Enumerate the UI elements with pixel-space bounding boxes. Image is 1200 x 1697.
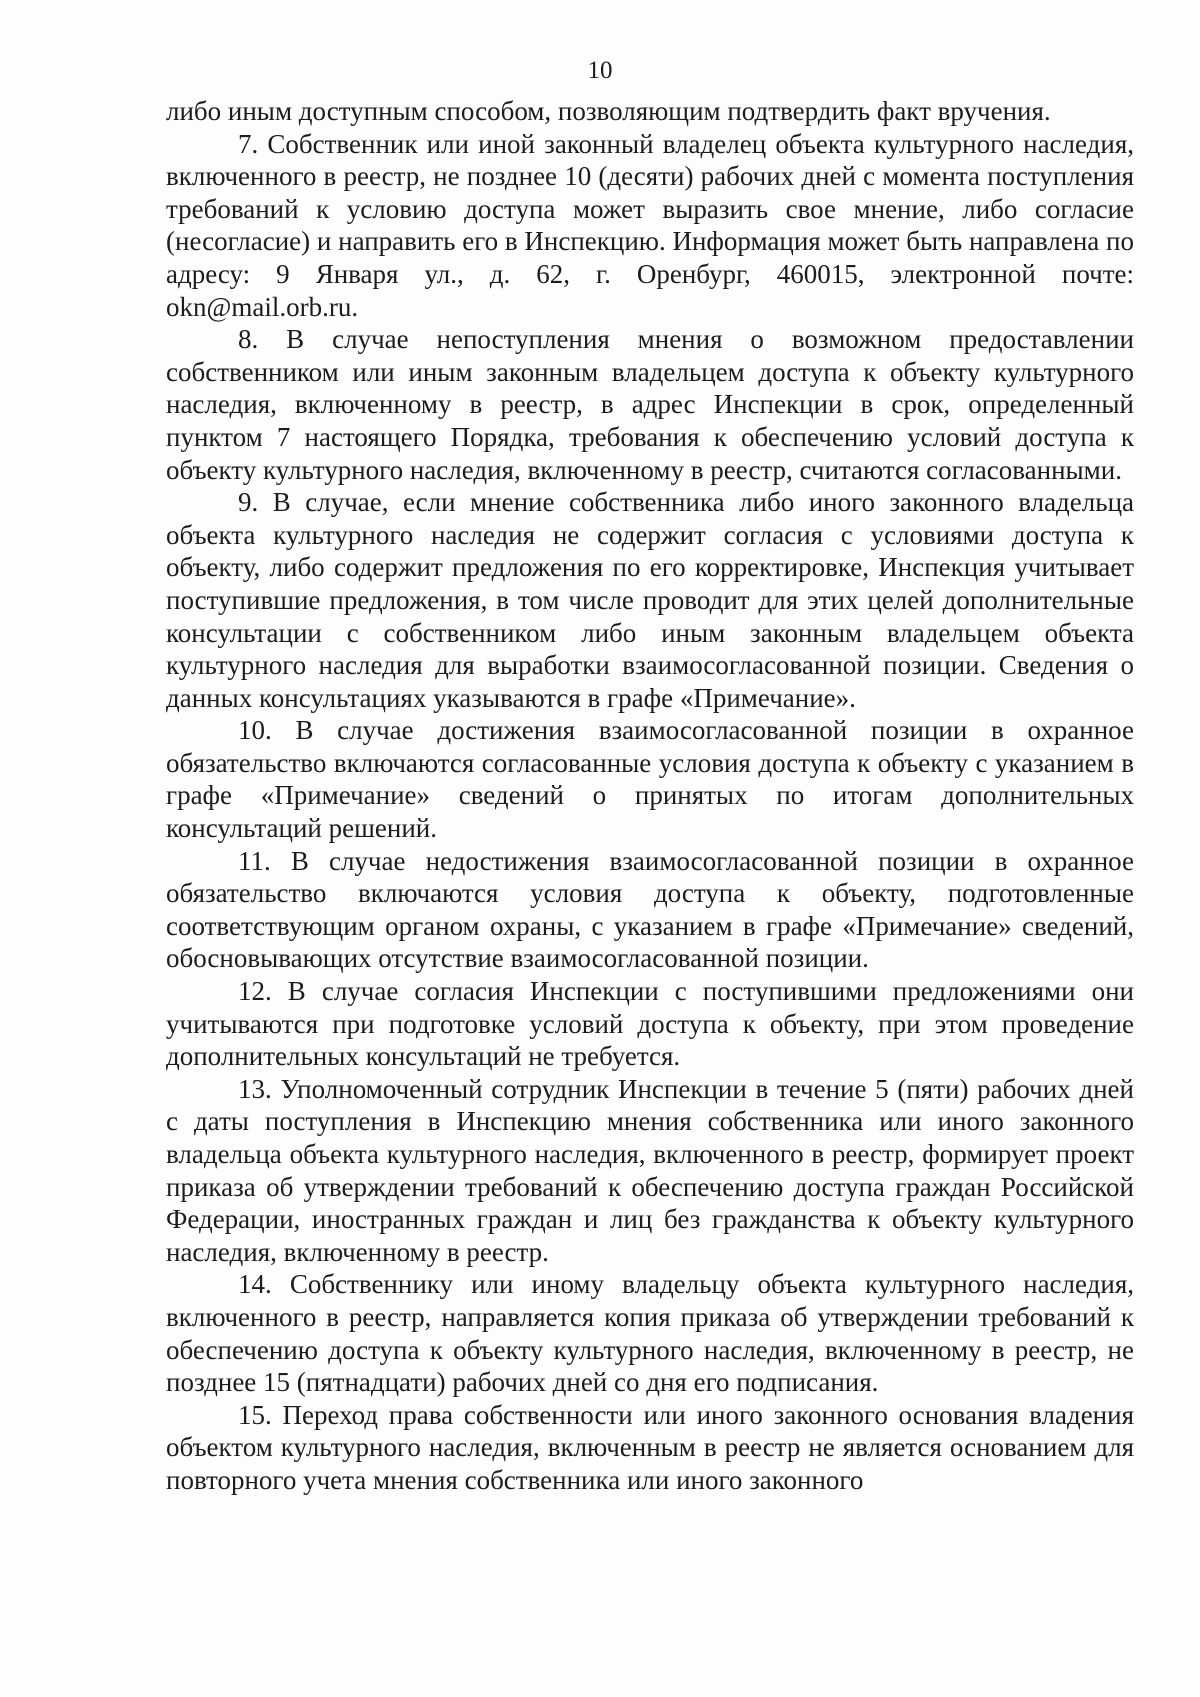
paragraph-11: 11. В случае недостижения взаимосогласованной позиции в охранное обязательство включаются условия доступа к объекту, подготовленные соответствующим органом охраны, с указанием в графе «Примечание» сведений, обосновывающих отсутствие взаимосогласованной позиции. xyxy=(166,845,1134,974)
paragraph-13: 13. Уполномоченный сотрудник Инспекции в течение 5 (пяти) рабочих дней с даты поступления в Инспекцию мнения собственника или иного законного владельца объекта культурного наследия, включенного в реестр, формирует проект приказа об утверждении требований к обеспечению доступа граждан Российской Федерации, иностранных граждан и лиц без гражданства к объекту культурного наследия, включенному в реестр. xyxy=(166,1073,1134,1267)
paragraph-8: 8. В случае непоступления мнения о возможном предоставлении собственником или иным законным владельцем доступа к объекту культурного наследия, включенному в реестр, в адрес Инспекции в срок, определенный пунктом 7 настоящего Порядка, требования к обеспечению условий доступа к объекту культурного наследия, включенному в реестр, считаются согласованными. xyxy=(166,324,1134,485)
paragraph-15: 15. Переход права собственности или иного законного основания владения объектом культурного наследия, включенным в реестр не является основанием для повторного учета мнения собственника или иного законного xyxy=(166,1399,1134,1495)
paragraph-7: 7. Собственник или иной законный владелец объекта культурного наследия, включенного в реестр, не позднее 10 (десяти) рабочих дней с момента поступления требований к условию доступа может выразить свое мнение, либо согласие (несогласие) и направить его в Инспекцию. Информация может быть направлена по адресу: 9 Января ул., д. 62, г. Оренбург, 460015, электронной почте: okn@mail.orb.ru. xyxy=(166,128,1134,322)
page-number: 10 xyxy=(587,57,613,84)
paragraph-14: 14. Собственнику или иному владельцу объекта культурного наследия, включенного в реестр, направляется копия приказа об утверждении требований к обеспечению доступа к объекту культурного наследия, включенному в реестр, не позднее 15 (пятнадцати) рабочих дней со дня его подписания. xyxy=(166,1269,1134,1398)
paragraph-10: 10. В случае достижения взаимосогласованной позиции в охранное обязательство включаются согласованные условия доступа к объекту с указанием в графе «Примечание» сведений о принятых по итогам дополнительных консультаций решений. xyxy=(166,715,1134,844)
paragraph-9: 9. В случае, если мнение собственника либо иного законного владельца объекта культурного наследия не содержит согласия с условиями доступа к объекту, либо содержит предложения по его корректировке, Инспекция учитывает поступившие предложения, в том числе проводит для этих целей дополнительные консультации с собственником либо иным законным владельцем объекта культурного наследия для выработки взаимосогласованной позиции. Сведения о данных консультациях указываются в графе «Примечание». xyxy=(166,487,1134,713)
paragraph-12: 12. В случае согласия Инспекции с поступившими предложениями они учитываются при подготовке условий доступа к объекту, при этом проведение дополнительных консультаций не требуется. xyxy=(166,976,1134,1072)
document-body xyxy=(166,95,1134,1497)
paragraph-continuation: либо иным доступным способом, позволяющим подтвердить факт вручения. xyxy=(166,96,1051,126)
